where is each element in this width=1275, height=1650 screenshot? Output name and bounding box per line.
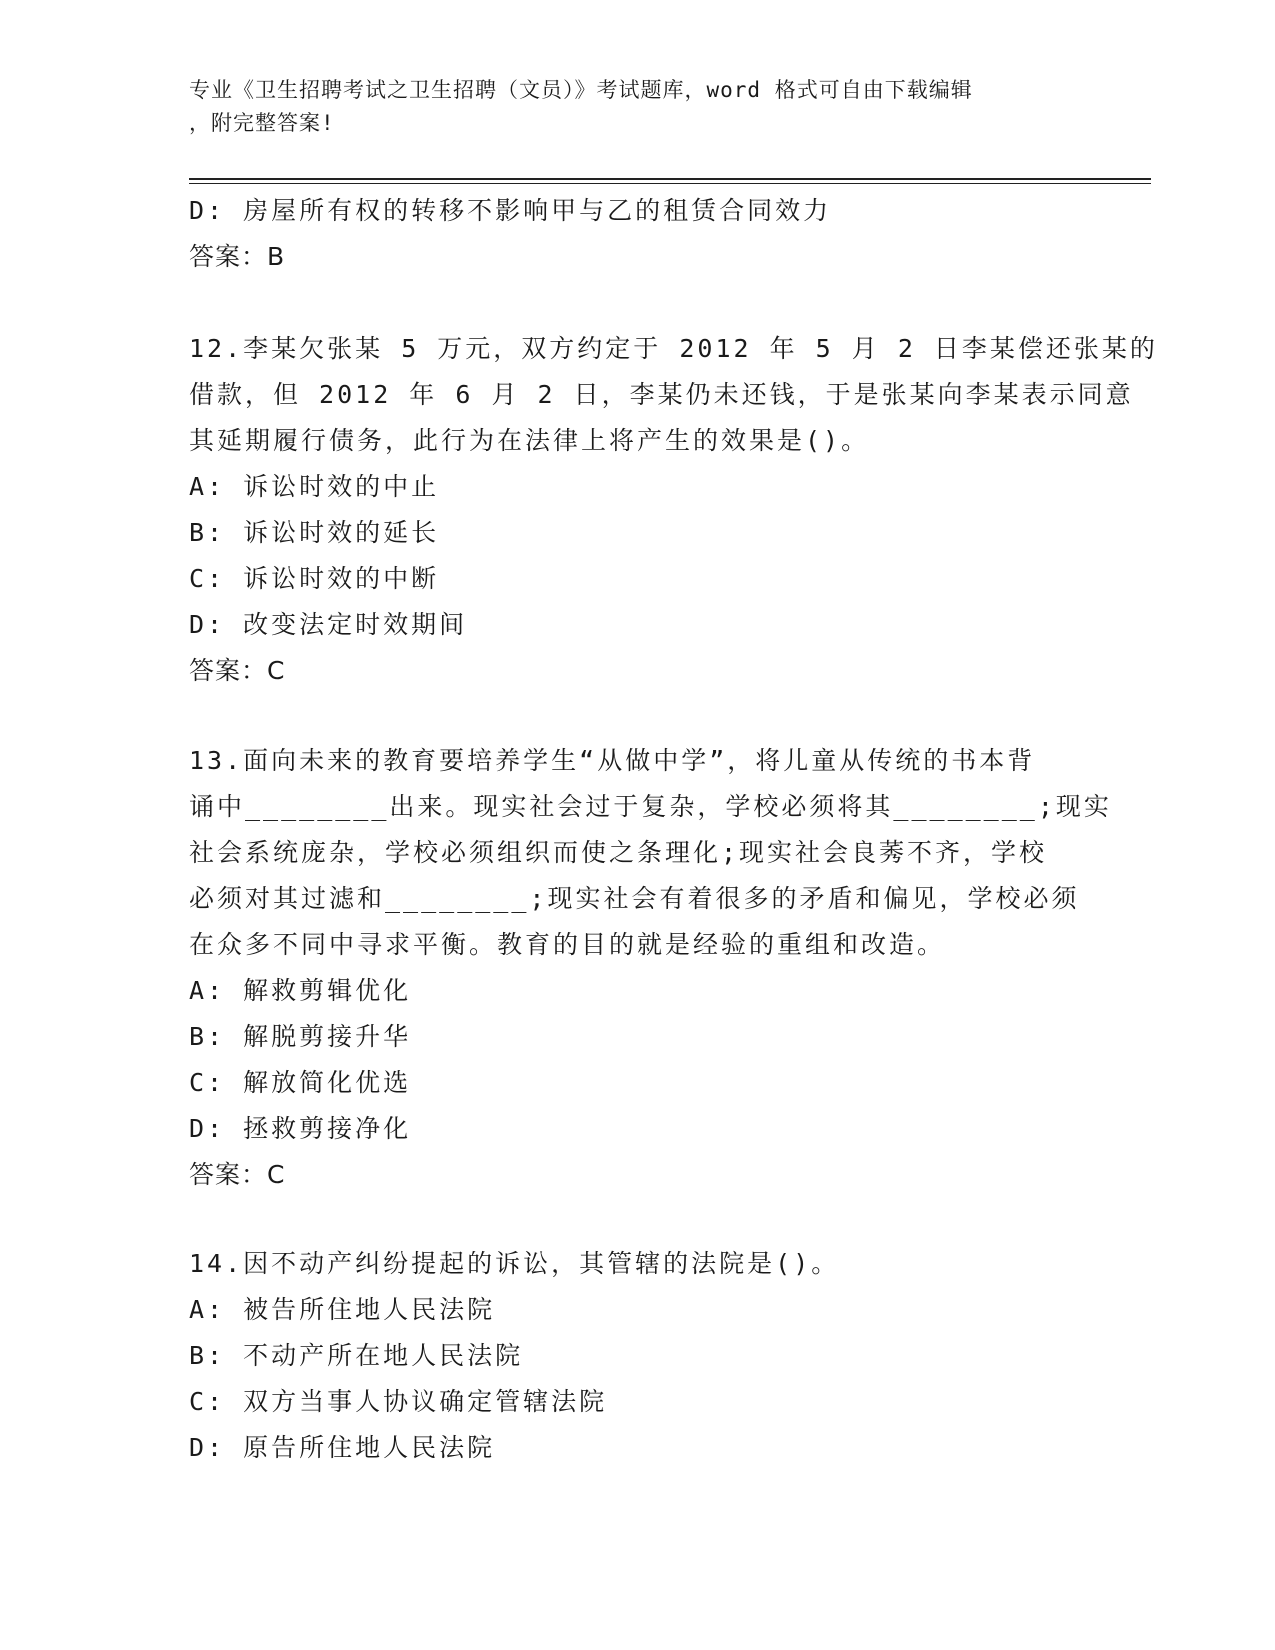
header-divider-thin <box>189 183 1151 184</box>
question-14 <box>189 1241 1069 1471</box>
answer-line: 答案：B <box>189 242 286 271</box>
question-stem-line: 14.因不动产纠纷提起的诉讼，其管辖的法院是()。 <box>189 1249 840 1278</box>
option-d: D: 改变法定时效期间 <box>189 610 468 639</box>
header-line-2: ，附完整答案! <box>189 111 335 135</box>
option-d: D: 拯救剪接净化 <box>189 1114 412 1143</box>
header-divider-thick <box>189 178 1151 180</box>
question-12 <box>189 326 1158 694</box>
question-stem-line: 13.面向未来的教育要培养学生“从做中学”，将儿童从传统的书本背 <box>189 746 1036 775</box>
question-stem-line: 其延期履行债务，此行为在法律上将产生的效果是()。 <box>189 426 870 455</box>
question-stem-line: 诵中________出来。现实社会过于复杂，学校必须将其________;现实 <box>189 792 1112 821</box>
option-c: C: 诉讼时效的中断 <box>189 564 440 593</box>
question-stem-line: 社会系统庞杂，学校必须组织而使之条理化;现实社会良莠不齐，学校 <box>189 838 1048 867</box>
question-stem-line: 12.李某欠张某 5 万元，双方约定于 2012 年 5 月 2 日李某偿还张某的 <box>189 334 1158 363</box>
option-c: C: 双方当事人协议确定管辖法院 <box>189 1387 608 1416</box>
option-a: A: 被告所住地人民法院 <box>189 1295 496 1324</box>
option-b: B: 解脱剪接升华 <box>189 1022 412 1051</box>
previous-question-tail <box>189 188 1069 280</box>
option-a: A: 诉讼时效的中止 <box>189 472 440 501</box>
option-c: C: 解放简化优选 <box>189 1068 412 1097</box>
question-stem-line: 在众多不同中寻求平衡。教育的目的就是经验的重组和改造。 <box>189 930 946 959</box>
option-d: D: 原告所住地人民法院 <box>189 1433 496 1462</box>
option-a: A: 解救剪辑优化 <box>189 976 412 1005</box>
question-stem-line: 必须对其过滤和________;现实社会有着很多的矛盾和偏见，学校必须 <box>189 884 1080 913</box>
option-b: B: 不动产所在地人民法院 <box>189 1341 524 1370</box>
question-stem-line: 借款，但 2012 年 6 月 2 日，李某仍未还钱，于是张某向李某表示同意 <box>189 380 1134 409</box>
option-b: B: 诉讼时效的延长 <box>189 518 440 547</box>
header-line-1: 专业《卫生招聘考试之卫生招聘（文员）》考试题库，word 格式可自由下载编辑 <box>189 78 973 102</box>
question-13 <box>189 738 1112 1198</box>
document-header <box>189 74 1069 140</box>
option-d: D: 房屋所有权的转移不影响甲与乙的租赁合同效力 <box>189 196 832 225</box>
answer-line: 答案：C <box>189 656 286 685</box>
answer-line: 答案：C <box>189 1160 286 1189</box>
